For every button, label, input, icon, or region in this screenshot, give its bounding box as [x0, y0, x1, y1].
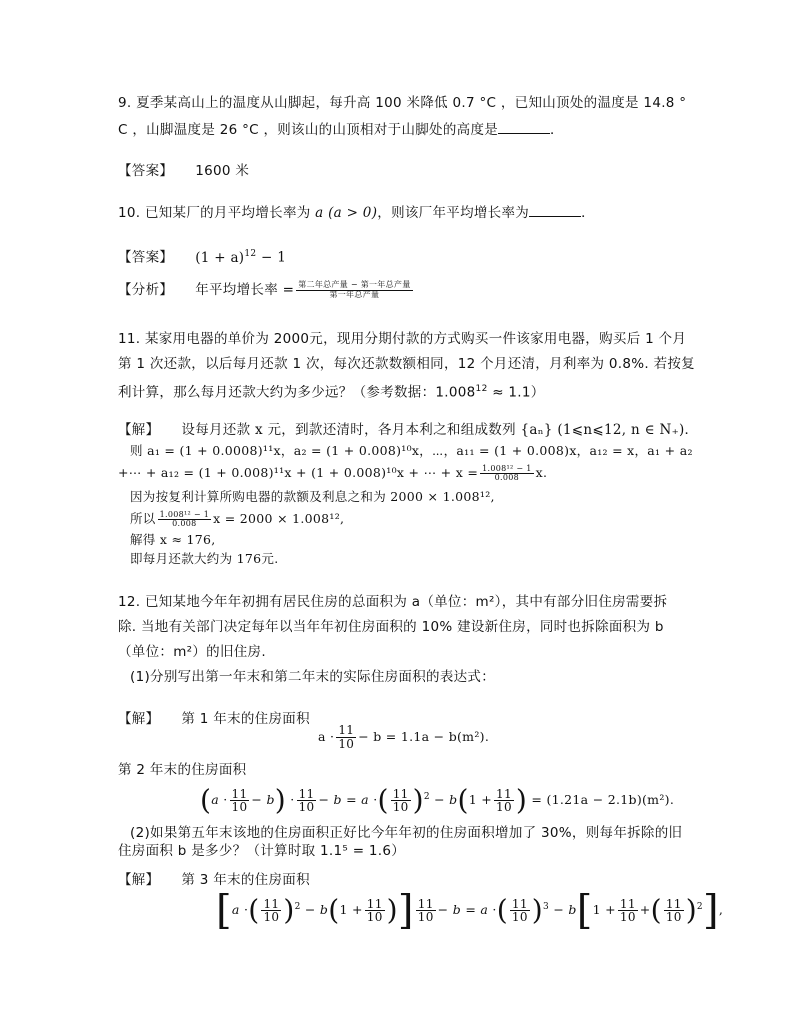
equation-year1: a · $\frac{11}{10}$ − b = 1.1a − b(m²). — [318, 723, 490, 751]
q12-part2-line1: (2)如果第五年末该地的住房面积正好比今年年初的住房面积增加了 30%，则每年拆除的旧 — [130, 825, 683, 841]
q12-part1: (1)分别写出第一年末和第二年末的实际住房面积的表达式： — [130, 669, 496, 685]
q11-solution-line1: 【解】 设每月还款 x 元，到款还清时，各月本利之和组成数列 {aₙ} (1⩽n⩽12, n ∈ N₊)． — [118, 422, 699, 438]
answer-blank — [529, 204, 581, 217]
q12-line2: 除. 当地有关部门决定每年以当年年初住房面积的 10% 建设新住房，同时也拆除面积为 b — [118, 619, 664, 635]
q11-solution-line3: +⋯ + a₁₂ = (1 + 0.008)¹¹x + (1 + 0.008)¹⁰x + ⋯ + x = $\frac{\text{1.008¹² − 1}}{0.008}$ x. — [118, 463, 548, 482]
q11-solution-line5: 所以 $\frac{\text{1.008¹² − 1}}{0.008}$ x = 2000 × 1.008¹², — [130, 509, 345, 528]
q11-solution-line6: 解得 x ≈ 176, — [130, 532, 216, 547]
q11-line1: 11. 某家用电器的单价为 2000元，现用分期付款的方式购买一件该家用电器，购买后 1 个月 — [118, 331, 687, 347]
q9-answer — [118, 162, 249, 180]
q11-solution-line2: 则 a₁ = (1 + 0.0008)¹¹x，a₂ = (1 + 0.008)¹⁰x，⋯，a₁₁ = (1 + 0.008)x，a₁₂ = x，a₁ + a₂ — [130, 443, 693, 458]
q12-line1: 12. 已知某地今年年初拥有居民住房的总面积为 a（单位：m²），其中有部分旧住房需要拆 — [118, 594, 668, 610]
growth-rate-fraction: $\frac{\text{第二年总产量 − 第一年总产量}}{\text{第一年总产量}}$ — [298, 280, 411, 299]
sum-fraction: $\frac{\text{1.008¹² − 1}}{0.008}$ — [482, 463, 532, 482]
q12-solution1-header: 【解】 第 1 年末的住房面积 — [118, 711, 310, 727]
q12-line3: （单位：m²）的旧住房. — [118, 644, 266, 660]
q11-solution-line7: 即每月还款大约为 176元. — [130, 551, 279, 566]
q10-analysis: 【分析】 年平均增长率 = $\frac{\text{第二年总产量 − 第一年总产量}}{\text{第一年总产量}}$ — [118, 280, 411, 299]
answer-label: 【答案】 — [118, 163, 174, 179]
q9-line1: 9. 夏季某高山上的温度从山脚起，每升高 100 米降低 0.7 °C ，已知山顶处的温度是 14.8 ° — [118, 95, 687, 111]
year2-label: 第 2 年末的住房面积 — [118, 762, 247, 778]
q11-line2: 第 1 次还款，以后每月还款 1 次，每次还款数额相同，12 个月还清，月利率为 0.8%. 若按复 — [118, 356, 695, 372]
equation-year3: [a ·( $\frac{11}{10}$ )$^2$ − b(1 + $\frac{11}{10}$ )] $\frac{11}{10}$ − b = a ·( $\frac{11}{10}$ )$^3$ − b[1 + $\frac{11}{10}$ +( $\frac{11}{10}$ )$^2$], — [216, 887, 724, 934]
answer-blank — [498, 121, 550, 134]
q10-question: 10. 已知某厂的月平均增长率为 a (a > 0)，则该厂年平均增长率为 ． — [118, 205, 595, 221]
equation-year2: (a · $\frac{11}{10}$ − b) · $\frac{11}{10}$ − b = a ·( $\frac{11}{10}$ )$^2$ − b(1 + $\frac{11}{10}$ ) = (1.21a − 2.1b)(m²). — [200, 783, 675, 817]
fraction-11-10: $\frac{11}{10}$ — [338, 723, 355, 751]
sum-fraction-2: $\frac{\text{1.008¹² − 1}}{0.008}$ — [159, 509, 210, 528]
q11-line3: 利计算，那么每月还款大约为多少远？（参考数据：$1.008^{12} \approx 1.1$） — [118, 384, 545, 401]
q9-answer-value: 1600 米 — [195, 163, 250, 179]
q10-answer: 【答案】 $(1 + a)^{12} - 1$ — [118, 249, 287, 266]
q11-solution-line4: 因为按复利计算所购电器的款额及利息之和为 2000 × 1.008¹², — [130, 489, 495, 504]
q12-solution2-header: 【解】 第 3 年末的住房面积 — [118, 872, 310, 888]
q12-part2-line2: 住房面积 b 是多少？（计算时取 1.1⁵ = 1.6） — [118, 843, 406, 859]
q9-line2: C ，山脚温度是 26 °C ，则该山的山顶相对于山脚处的高度是 ． — [118, 122, 564, 138]
